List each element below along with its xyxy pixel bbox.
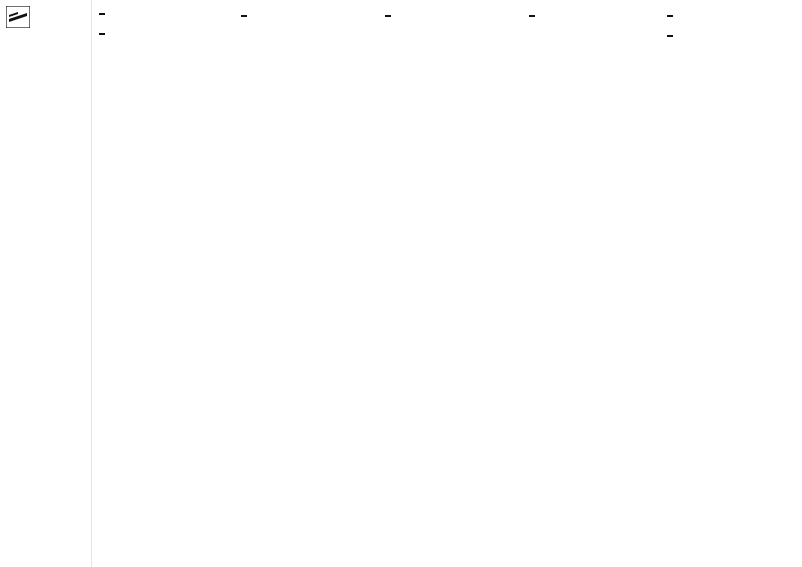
language-section-tag: [385, 15, 391, 17]
language-section-tag: [241, 15, 247, 17]
sennheiser-logo: [6, 6, 85, 32]
text-column-5: [662, 0, 802, 567]
language-section-tag: [667, 15, 673, 17]
cover-column: [0, 0, 92, 567]
language-section-tag: [99, 13, 105, 15]
language-section-tag: [667, 35, 673, 37]
language-section-tag: [99, 33, 105, 35]
text-column-1: [94, 0, 234, 567]
text-column-2: [236, 0, 378, 567]
text-column-3: [380, 0, 522, 567]
text-column-4: [524, 0, 660, 567]
sennheiser-logo-icon: [6, 6, 30, 28]
language-section-tag: [529, 15, 535, 17]
